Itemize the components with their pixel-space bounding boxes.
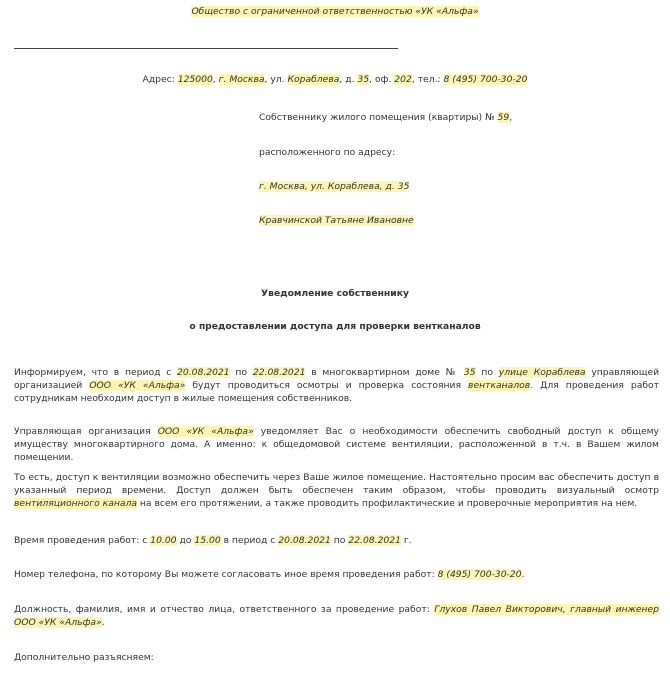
paragraph-5: Номер телефона, по которому Вы можете согласовать иное время проведения работ: 8 (495) 700-30-20. (14, 569, 525, 580)
recipient-line-1: Собственнику жилого помещения (квартиры) № 59, (259, 112, 513, 123)
recipient-line-2: расположенного по адресу: (259, 147, 396, 158)
paragraph-3: То есть, доступ к вентиляции возможно обеспечить через Ваше жилое помещение. Настоятельно просим вас обеспечить доступ в указанный период времени. Доступ должен быть обеспечен таким образом, чтобы проводить визуальный осмотр вентиляционного канала на всем его протяжении, а также проводить профилактические и проверочные мероприятия на нем. (14, 472, 659, 509)
signature-rule (14, 48, 398, 49)
paragraph-4: Время проведения работ: с 10.00 до 15.00 в период с 20.08.2021 по 22.08.2021 г. (14, 535, 412, 546)
recipient-address: г. Москва, ул. Кораблева, д. 35 (259, 181, 410, 192)
document-title: Уведомление собственнику (261, 288, 409, 299)
document-subtitle: о предоставлении доступа для проверки вентканалов (189, 321, 481, 332)
paragraph-7: Дополнительно разъясняем: (14, 652, 154, 663)
paragraph-2: Управляющая организация ООО «УК «Альфа» уведомляет Вас о необходимости обеспечить свободный доступ к общему имуществу многоквартирного дома. А именно: к общедомовой системе вентиляции, расположенной в т.ч. в Вашем жилом помещении. (14, 426, 659, 463)
paragraph-6: Должность, фамилия, имя и отчество лица, ответственного за проведение работ: Глухов Павел Викторович, главный инженер ООО «УК «Альфа». (14, 604, 660, 628)
company-name (0, 5, 670, 18)
company-name-text: Общество с ограниченной ответственностью «УК «Альфа» (191, 6, 479, 17)
company-address: Адрес: 125000, г. Москва, ул. Кораблева, д. 35, оф. 202, тел.: 8 (495) 700-30-20 (142, 74, 528, 85)
recipient-name: Кравчинской Татьяне Ивановне (259, 215, 414, 226)
paragraph-1: Информируем, что в период с 20.08.2021 по 22.08.2021 в многоквартирном доме № 35 по улице Кораблева управляющей организацией ООО «УК «Альфа» будут проводиться осмотры и проверка состояния вентканалов. Для проведения работ сотрудникам необходим доступ в жилые помещения собственников. (14, 367, 660, 404)
